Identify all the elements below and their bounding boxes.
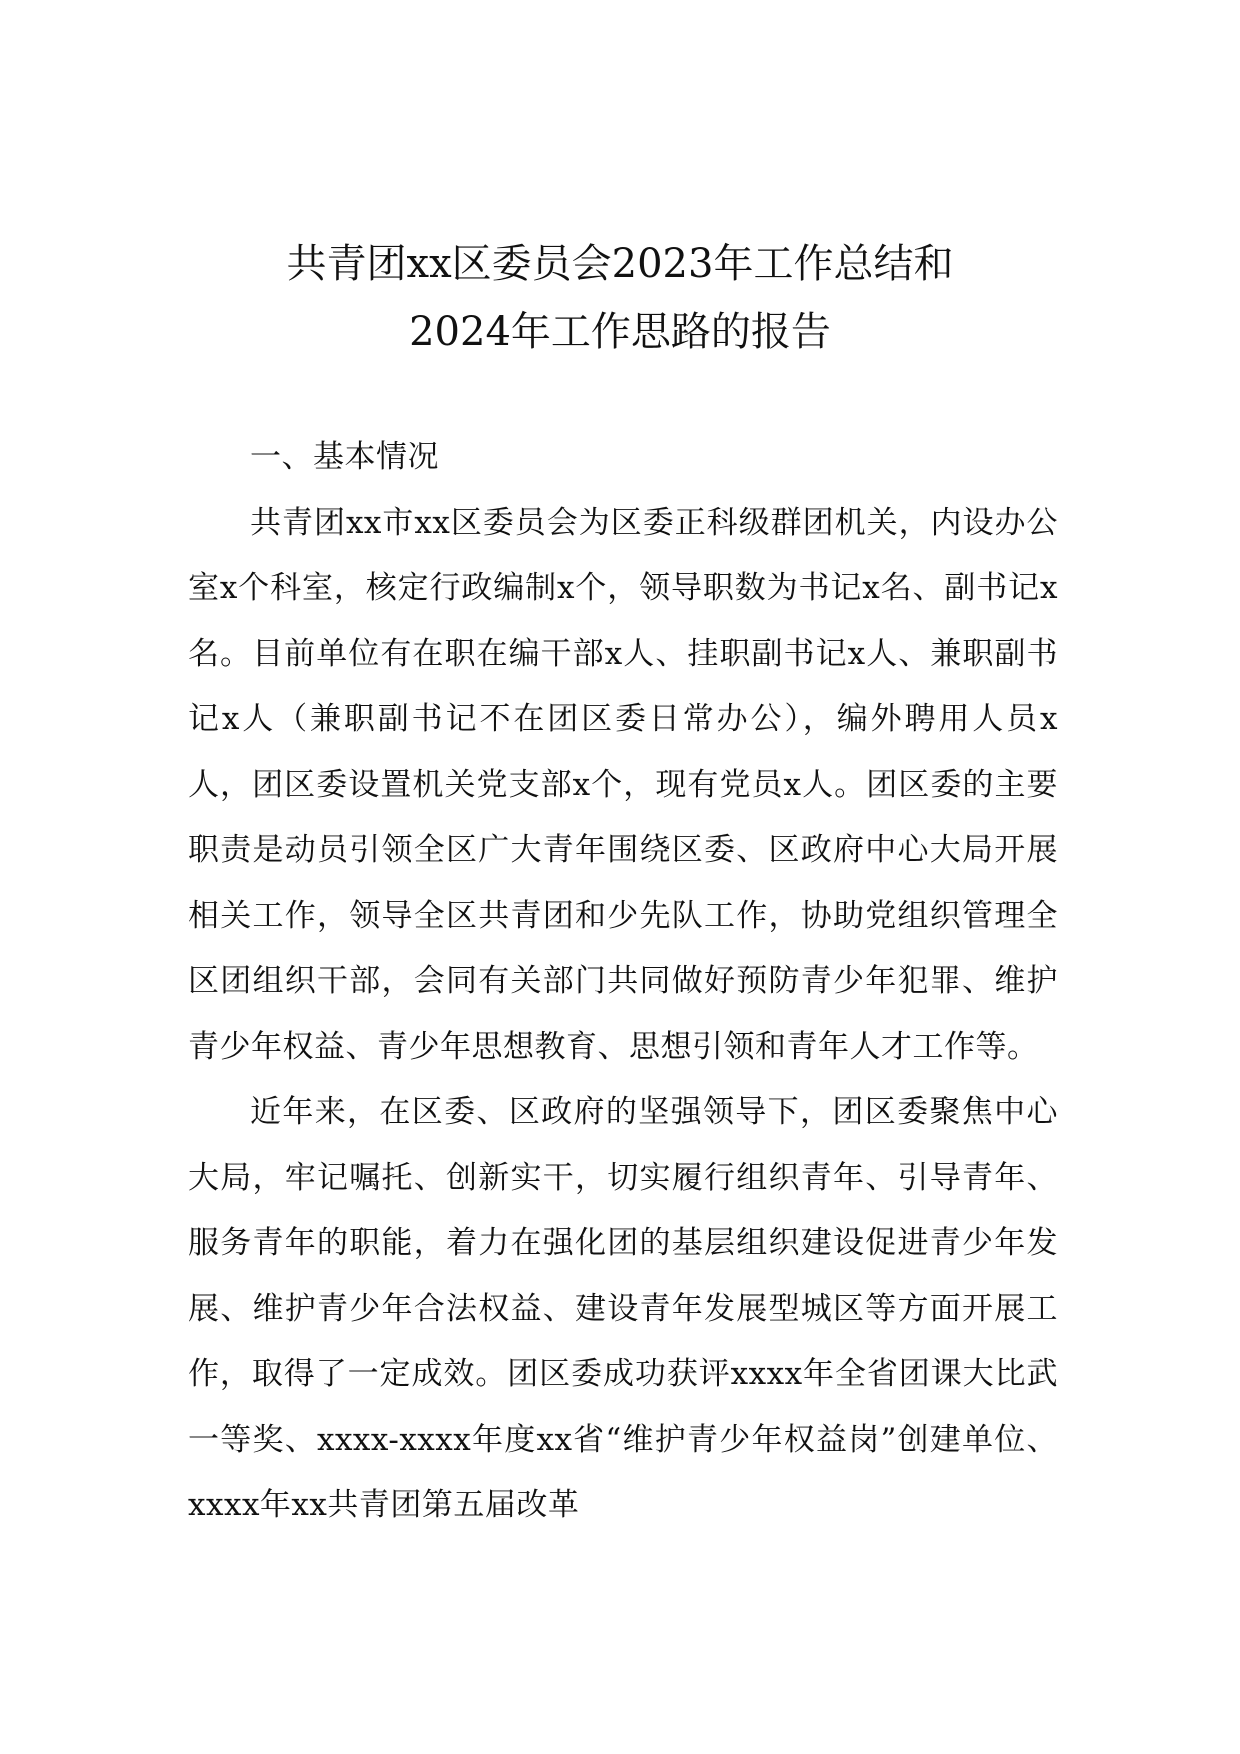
paragraph-organization-overview: 共青团xx市xx区委员会为区委正科级群团机关，内设办公室x个科室，核定行政编制x个，领导职数为书记x名、副书记x名。目前单位有在职在编干部x人、挂职副书记x人、兼职副书记x人（兼职副书记不在团区委日常办公），编外聘用人员x人，团区委设置机关党支部x个，现有党员x人。团区委的主要职责是动员引领全区广大青年围绕区委、区政府中心大局开展相关工作，领导全区共青团和少先队工作，协助党组织管理全区团组织干部，会同有关部门共同做好预防青少年犯罪、维护青少年权益、青少年思想教育、思想引领和青年人才工作等。: [188, 504, 1058, 1065]
section-heading-basic-situation: 一、基本情况: [250, 439, 439, 475]
title-line-1: 共青团xx区委员会2023年工作总结和: [286, 241, 954, 287]
document-title: [0, 230, 1240, 366]
paragraph-recent-achievements: 近年来，在区委、区政府的坚强领导下，团区委聚焦中心大局，牢记嘱托、创新实干，切实履行组织青年、引导青年、服务青年的职能，着力在强化团的基层组织建设促进青少年发展、维护青少年合法权益、建设青年发展型城区等方面开展工作，取得了一定成效。团区委成功获评xxxx年全省团课大比武一等奖、xxxx-xxxx年度xx省“维护青少年权益岗”创建单位、xxxx年xx共青团第五届改革: [188, 1094, 1058, 1523]
document-body: [188, 425, 1058, 1539]
title-line-2: 2024年工作思路的报告: [409, 309, 831, 355]
